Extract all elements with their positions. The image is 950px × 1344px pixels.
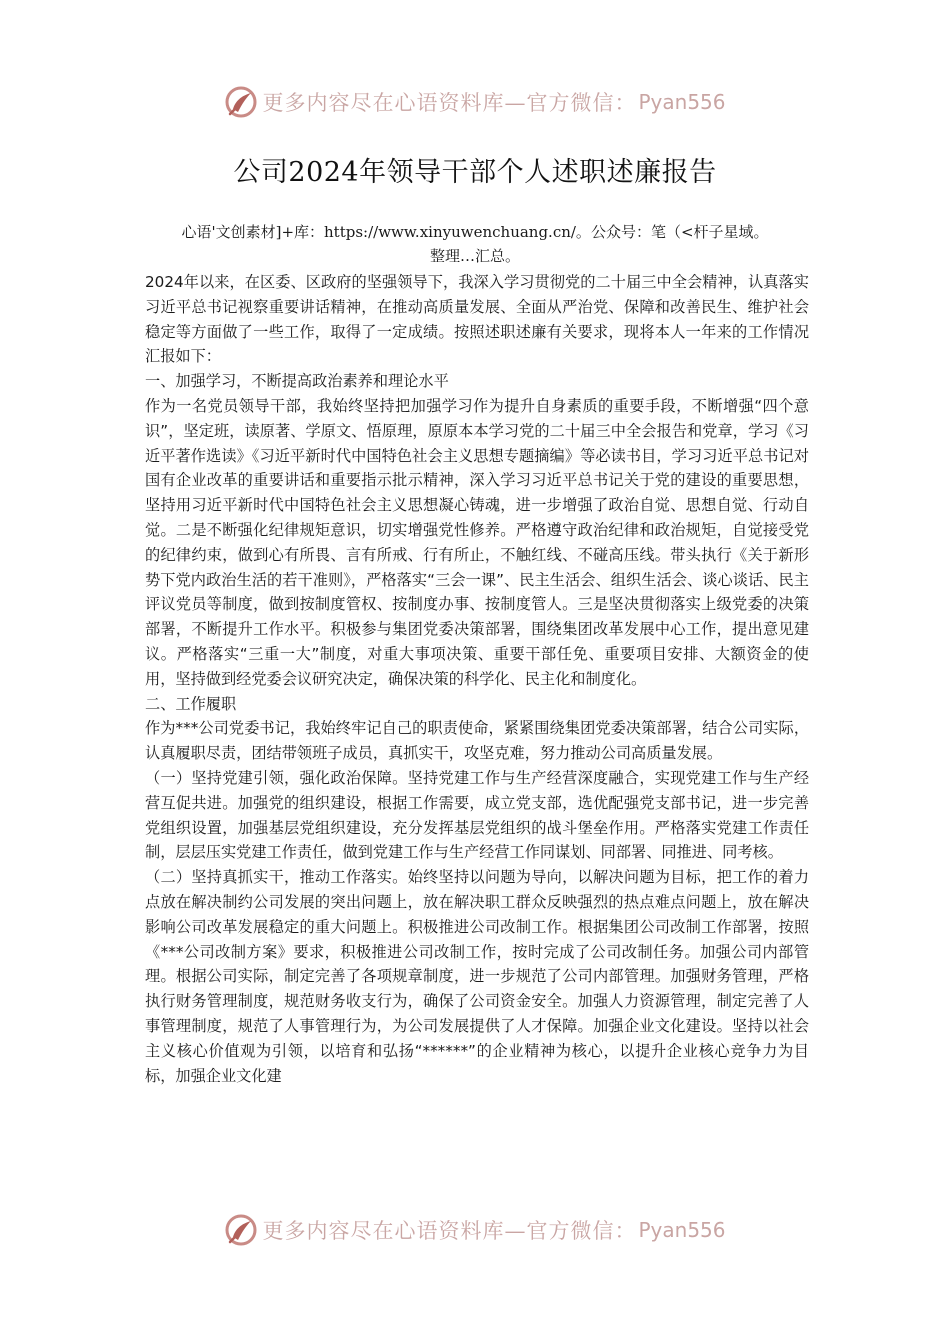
body-paragraph: （二）坚持真抓实干，推动工作落实。始终坚持以问题为导向，以解决问题为目标，把工作的着力点放在解决制约公司发展的突出问题上，放在解决职工群众反映强烈的热点难点问题上，放在解决影响公司改革发展稳定的重大问题上。积极推进公司改制工作。根据集团公司改制工作部署，按照《***公司改制方案》要求，积极推进公司改制工作，按时完成了公司改制任务。加强公司内部管理。根据公司实际，制定完善了各项规章制度，进一步规范了公司内部管理。加强财务管理，严格执行财务管理制度，规范财务收支行为，确保了公司资金安全。加强人力资源管理，制定完善了人事管理制度，规范了人事管理行为，为公司发展提供了人才保障。加强企业文化建设。坚持以社会主义核心价值观为引领，以培育和弘扬“******”的企业精神为核心，以提升企业核心竞争力为目标，加强企业文化建 bbox=[145, 868, 809, 1085]
brand-logo-icon bbox=[224, 85, 258, 119]
source-note bbox=[120, 220, 830, 268]
body-paragraph: 作为***公司党委书记，我始终牢记自己的职责使命，紧紧围绕集团党委决策部署，结合公司实际，认真履职尽责，团结带领班子成员，真抓实干，攻坚克难，努力推动公司高质量发展。 bbox=[145, 719, 809, 763]
watermark-banner-bottom bbox=[0, 1210, 950, 1250]
watermark-text: 更多内容尽在心语资料库—官方微信： bbox=[262, 91, 637, 115]
document-title: 公司2024年领导干部个人述职述廉报告 bbox=[233, 157, 717, 188]
section-heading: 一、加强学习，不断提高政治素养和理论水平 bbox=[145, 372, 449, 391]
watermark-wechat-id: Pyan556 bbox=[638, 1218, 726, 1242]
body-paragraph: （一）坚持党建引领，强化政治保障。坚持党建工作与生产经营深度融合，实现党建工作与生产经营互促共进。加强党的组织建设，根据工作需要，成立党支部，选优配强党支部书记，进一步完善党组织设置，加强基层党组织建设，充分发挥基层党组织的战斗堡垒作用。严格落实党建工作责任制，层层压实党建工作责任，做到党建工作与生产经营工作同谋划、同部署、同推进、同考核。 bbox=[145, 768, 809, 862]
watermark-text: 更多内容尽在心语资料库—官方微信： bbox=[262, 1219, 637, 1243]
intro-paragraph: 2024年以来，在区委、区政府的坚强领导下，我深入学习贯彻党的二十届三中全会精神，认真落实习近平总书记视察重要讲话精神，在推动高质量发展、全面从严治党、保障和改善民生、维护社会稳定等方面做了一些工作，取得了一定成绩。按照述职述廉有关要求，现将本人一年来的工作情况汇报如下： bbox=[145, 273, 809, 366]
document-body bbox=[145, 270, 809, 1088]
brand-logo-icon bbox=[224, 1213, 258, 1247]
source-note-line: 心语'文创素材]+库：https://www.xinyuwenchuang.cn/。公众号：笔（<杆子星域。 bbox=[181, 223, 769, 241]
watermark-wechat-id: Pyan556 bbox=[638, 90, 726, 114]
body-paragraph: 作为一名党员领导干部，我始终坚持把加强学习作为提升自身素质的重要手段，不断增强“四个意识”，坚定班，读原著、学原文、悟原理，原原本本学习党的二十届三中全会报告和党章，学习《习近平著作选读》《习近平新时代中国特色社会主义思想专题摘编》等必读书目，学习习近平总书记对国有企业改革的重要讲话和重要指示批示精神，深入学习习近平总书记关于党的建设的重要思想，坚持用习近平新时代中国特色社会主义思想凝心铸魂，进一步增强了政治自觉、思想自觉、行动自觉。二是不断强化纪律规矩意识，切实增强党性修养。严格遵守政治纪律和政治规矩，自觉接受党的纪律约束，做到心有所畏、言有所戒、行有所止，不触红线、不碰高压线。带头执行《关于新形势下党内政治生活的若干准则》，严格落实“三会一课”、民主生活会、组织生活会、谈心谈话、民主评议党员等制度，做到按制度管权、按制度办事、按制度管人。三是坚决贯彻落实上级党委的决策部署，不断提升工作水平。积极参与集团党委决策部署，围绕集团改革发展中心工作，提出意见建议。严格落实“三重一大”制度，对重大事项决策、重要干部任免、重要项目安排、大额资金的使用，坚持做到经党委会议研究决定，确保决策的科学化、民主化和制度化。 bbox=[145, 396, 809, 688]
source-note-line: 整理…汇总。 bbox=[429, 247, 520, 265]
watermark-banner-top bbox=[0, 82, 950, 122]
section-heading: 二、工作履职 bbox=[145, 694, 237, 713]
